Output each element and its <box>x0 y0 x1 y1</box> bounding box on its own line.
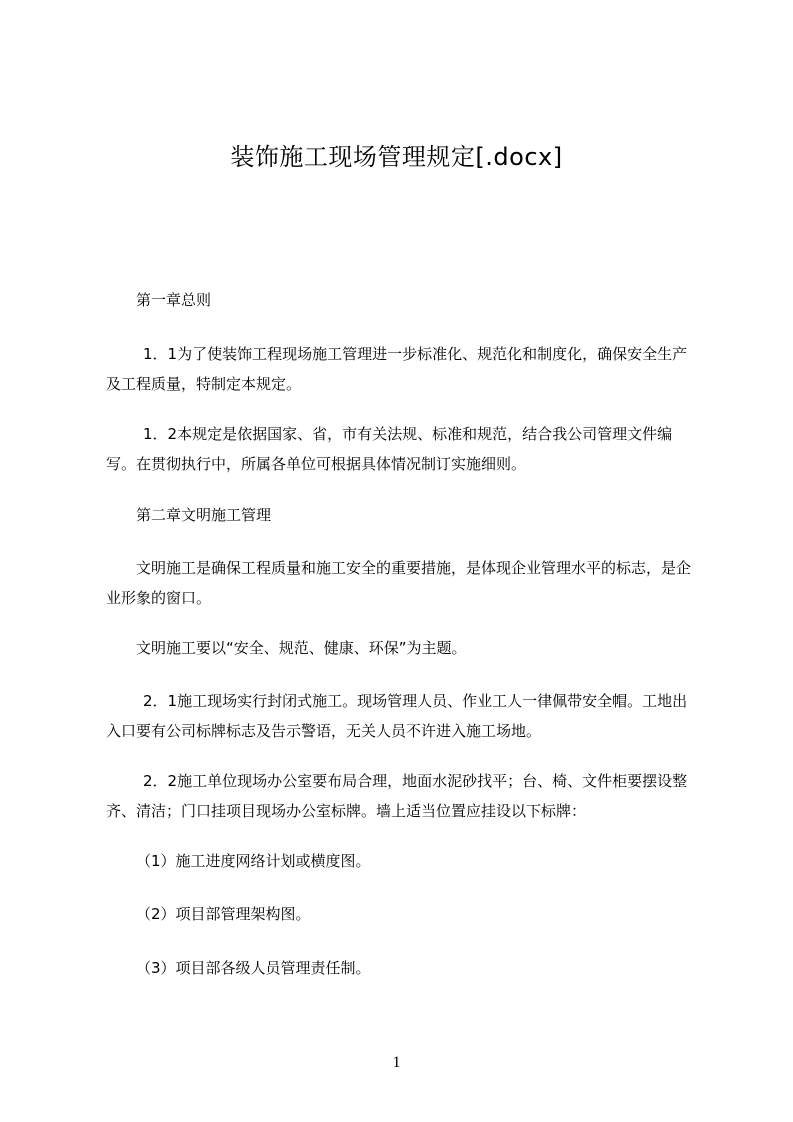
list-item: （3）项目部各级人员管理责任制。 <box>136 959 371 977</box>
list-item: （2）项目部管理架构图。 <box>136 905 311 923</box>
paragraph-1-2: 1．2本规定是依据国家、省，市有关法规、标准和规范，结合我公司管理文件编写。在贯彻执行中，所属各单位可根据具体情况制订实施细则。 <box>106 425 673 473</box>
paragraph-2-1: 2．1施工现场实行封闭式施工。现场管理人员、作业工人一律佩带安全帽。工地出入口要有公司标牌标志及告示警语，无关人员不许进入施工场地。 <box>106 692 688 740</box>
page-number: 1 <box>392 1054 401 1071</box>
list-item: （1）施工进度网络计划或横度图。 <box>136 852 371 870</box>
chapter-1-heading: 第一章总则 <box>136 291 212 309</box>
paragraph-civilized-construction: 文明施工是确保工程质量和施工安全的重要措施，是体现企业管理水平的标志，是企业形象的窗口。 <box>106 559 692 607</box>
paragraph-2-2: 2．2施工单位现场办公室要布局合理，地面水泥砂找平；台、椅、文件柜要摆设整齐、清洁；门口挂项目现场办公室标牌。墙上适当位置应挂设以下标牌： <box>106 772 688 820</box>
paragraph-1-1: 1．1为了使装饰工程现场施工管理进一步标准化、规范化和制度化，确保安全生产及工程质量，特制定本规定。 <box>106 345 688 393</box>
page-title: 装饰施工现场管理规定[.docx] <box>230 143 563 171</box>
paragraph-theme: 文明施工要以“安全、规范、健康、环保”为主题。 <box>136 639 467 657</box>
chapter-2-heading: 第二章文明施工管理 <box>136 506 272 524</box>
